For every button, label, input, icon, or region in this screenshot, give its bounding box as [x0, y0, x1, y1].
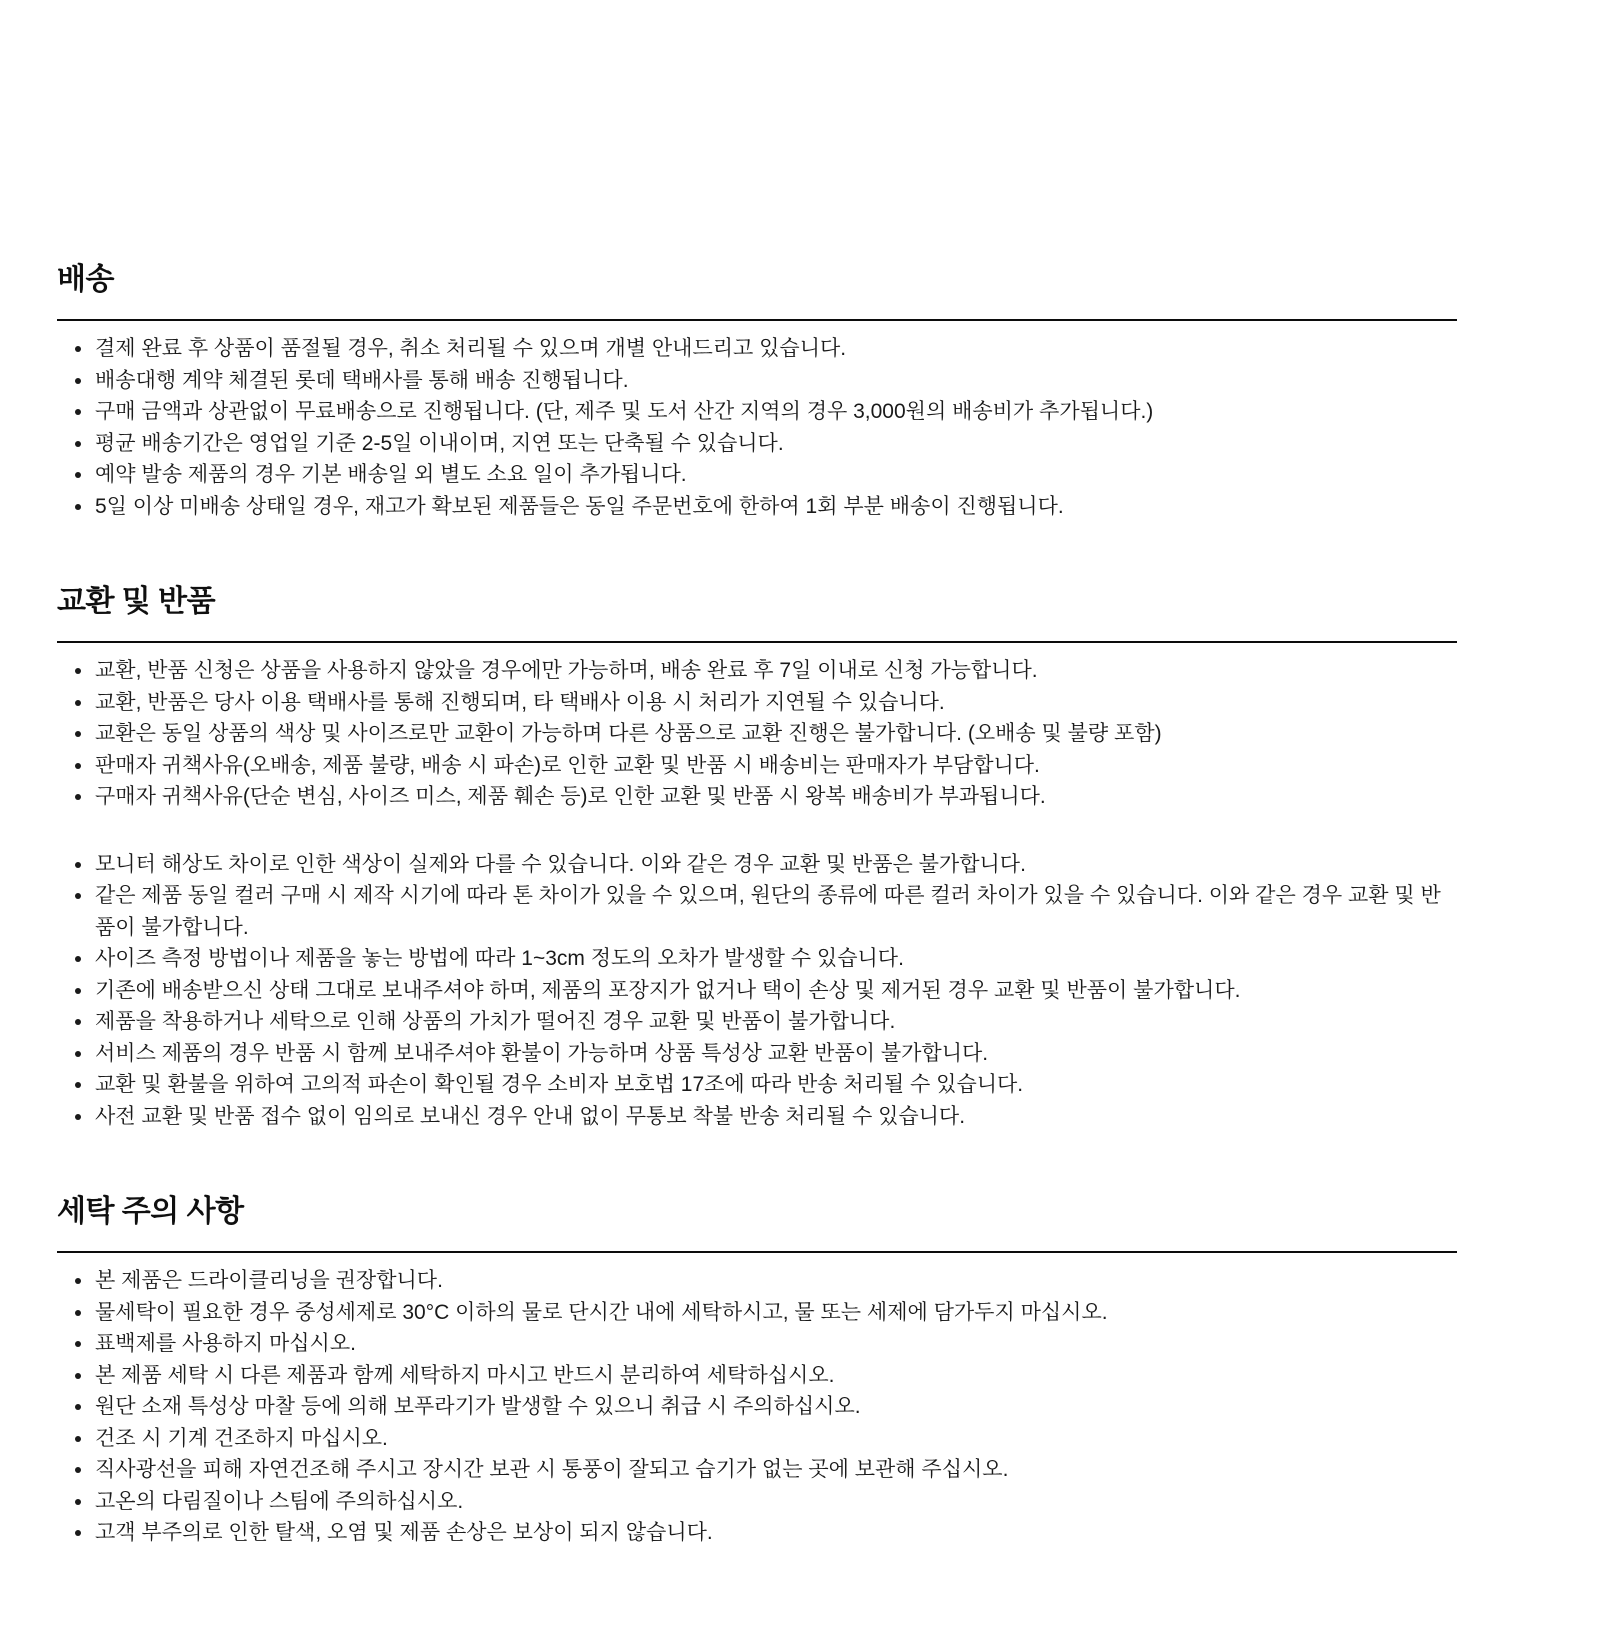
section-shipping — [57, 262, 1457, 522]
list-item: 건조 시 기계 건조하지 마십시오. — [57, 1423, 1457, 1455]
list-item: 모니터 해상도 차이로 인한 색상이 실제와 다를 수 있습니다. 이와 같은 경우 교환 및 반품은 불가합니다. — [57, 849, 1457, 881]
list-item: 교환은 동일 상품의 색상 및 사이즈로만 교환이 가능하며 다른 상품으로 교환 진행은 불가합니다. (오배송 및 불량 포함) — [57, 718, 1457, 750]
section-title: 배송 — [57, 263, 114, 296]
list-item: 고온의 다림질이나 스팀에 주의하십시오. — [57, 1486, 1457, 1518]
section-divider — [57, 1251, 1457, 1253]
list-item: 교환 및 환불을 위하여 고의적 파손이 확인될 경우 소비자 보호법 17조에 따라 반송 처리될 수 있습니다. — [57, 1069, 1457, 1101]
list-item: 본 제품은 드라이클리닝을 권장합니다. — [57, 1265, 1457, 1297]
list-item: 같은 제품 동일 컬러 구매 시 제작 시기에 따라 톤 차이가 있을 수 있으며, 원단의 종류에 따른 컬러 차이가 있을 수 있습니다. 이와 같은 경우 교환 및 반품이 불가합니다. — [57, 880, 1457, 943]
list-item: 교환, 반품 신청은 상품을 사용하지 않았을 경우에만 가능하며, 배송 완료 후 7일 이내로 신청 가능합니다. — [57, 655, 1457, 687]
list-item: 사이즈 측정 방법이나 제품을 놓는 방법에 따라 1~3cm 정도의 오차가 발생할 수 있습니다. — [57, 943, 1457, 975]
section-title: 세탁 주의 사항 — [57, 1195, 244, 1228]
bullet-group — [57, 333, 1457, 522]
list-item: 서비스 제품의 경우 반품 시 함께 보내주셔야 환불이 가능하며 상품 특성상 교환 반품이 불가합니다. — [57, 1038, 1457, 1070]
list-item: 제품을 착용하거나 세탁으로 인해 상품의 가치가 떨어진 경우 교환 및 반품이 불가합니다. — [57, 1006, 1457, 1038]
list-item: 원단 소재 특성상 마찰 등에 의해 보푸라기가 발생할 수 있으니 취급 시 주의하십시오. — [57, 1391, 1457, 1423]
list-item: 표백제를 사용하지 마십시오. — [57, 1328, 1457, 1360]
bullet-group — [57, 849, 1457, 1133]
section-exchange-return — [57, 584, 1457, 1132]
section-divider — [57, 319, 1457, 321]
section-title: 교환 및 반품 — [57, 585, 216, 618]
list-item: 기존에 배송받으신 상태 그대로 보내주셔야 하며, 제품의 포장지가 없거나 택이 손상 및 제거된 경우 교환 및 반품이 불가합니다. — [57, 975, 1457, 1007]
bullet-group — [57, 655, 1457, 813]
list-item: 직사광선을 피해 자연건조해 주시고 장시간 보관 시 통풍이 잘되고 습기가 없는 곳에 보관해 주십시오. — [57, 1454, 1457, 1486]
list-item: 물세탁이 필요한 경우 중성세제로 30°C 이하의 물로 단시간 내에 세탁하시고, 물 또는 세제에 담가두지 마십시오. — [57, 1297, 1457, 1329]
policy-sections — [57, 262, 1457, 1549]
section-divider — [57, 641, 1457, 643]
list-item: 결제 완료 후 상품이 품절될 경우, 취소 처리될 수 있으며 개별 안내드리고 있습니다. — [57, 333, 1457, 365]
list-item: 예약 발송 제품의 경우 기본 배송일 외 별도 소요 일이 추가됩니다. — [57, 459, 1457, 491]
list-item: 구매자 귀책사유(단순 변심, 사이즈 미스, 제품 훼손 등)로 인한 교환 및 반품 시 왕복 배송비가 부과됩니다. — [57, 781, 1457, 813]
bullet-group — [57, 1265, 1457, 1549]
list-item: 평균 배송기간은 영업일 기준 2-5일 이내이며, 지연 또는 단축될 수 있습니다. — [57, 428, 1457, 460]
section-washing-care — [57, 1194, 1457, 1549]
list-item: 판매자 귀책사유(오배송, 제품 불량, 배송 시 파손)로 인한 교환 및 반품 시 배송비는 판매자가 부담합니다. — [57, 750, 1457, 782]
list-item: 고객 부주의로 인한 탈색, 오염 및 제품 손상은 보상이 되지 않습니다. — [57, 1517, 1457, 1549]
list-item: 배송대행 계약 체결된 롯데 택배사를 통해 배송 진행됩니다. — [57, 365, 1457, 397]
list-item: 구매 금액과 상관없이 무료배송으로 진행됩니다. (단, 제주 및 도서 산간 지역의 경우 3,000원의 배송비가 추가됩니다.) — [57, 396, 1457, 428]
list-item: 본 제품 세탁 시 다른 제품과 함께 세탁하지 마시고 반드시 분리하여 세탁하십시오. — [57, 1360, 1457, 1392]
list-item: 교환, 반품은 당사 이용 택배사를 통해 진행되며, 타 택배사 이용 시 처리가 지연될 수 있습니다. — [57, 687, 1457, 719]
list-item: 사전 교환 및 반품 접수 없이 임의로 보내신 경우 안내 없이 무통보 착불 반송 처리될 수 있습니다. — [57, 1101, 1457, 1133]
list-item: 5일 이상 미배송 상태일 경우, 재고가 확보된 제품들은 동일 주문번호에 한하여 1회 부분 배송이 진행됩니다. — [57, 491, 1457, 523]
